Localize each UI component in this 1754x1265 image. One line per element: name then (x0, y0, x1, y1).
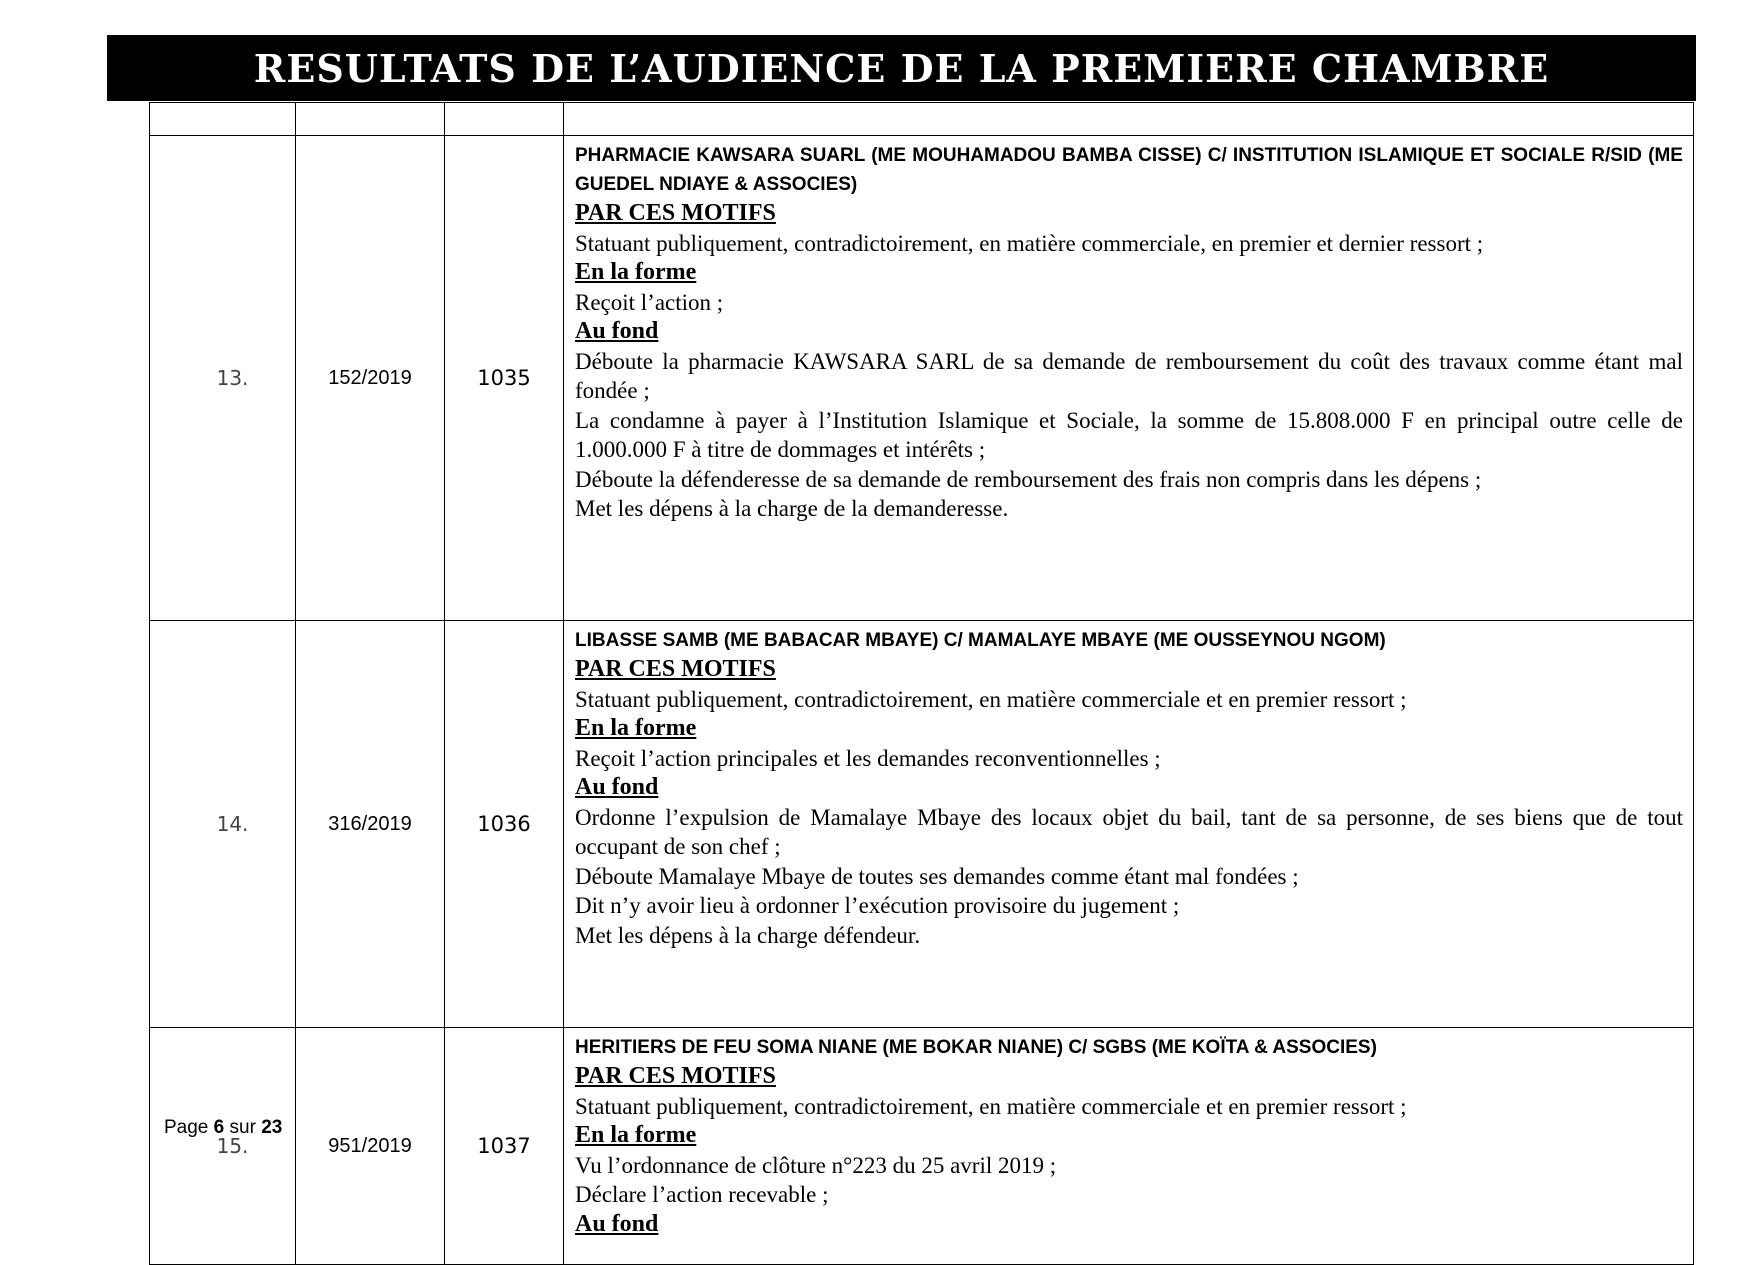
decision-line: Statuant publiquement, contradictoirement, en matière commerciale et en premier ressort ; (575, 1093, 1407, 1119)
case-parties: LIBASSE SAMB (ME BABACAR MBAYE) C/ MAMALAYE MBAYE (ME OUSSEYNOU NGOM) (575, 630, 1386, 651)
case-rg-number: 316/2019 (296, 621, 445, 1028)
page-sep: sur (229, 1117, 256, 1138)
results-table (149, 102, 1694, 1265)
decision-line: Vu l’ordonnance de clôture n°223 du 25 avril 2019 ; (575, 1152, 1057, 1178)
page-title: RESULTATS DE L’AUDIENCE DE LA PREMIERE CHAMBRE (253, 45, 1550, 91)
table-header-row (150, 103, 1694, 136)
heading-par-ces-motifs: PAR CES MOTIFS (575, 1063, 776, 1089)
case-row (150, 1028, 1694, 1265)
decision-line: Déclare l’action recevable ; (575, 1182, 829, 1207)
case-row (150, 136, 1694, 621)
page-label: Page (164, 1117, 209, 1138)
decision-line: Déboute la défenderesse de sa demande de remboursement des frais non compris dans les dépens ; (575, 466, 1482, 492)
case-body (564, 1028, 1694, 1265)
decision-line: Ordonne l’expulsion de Mamalaye Mbaye des locaux objet du bail, tant de sa personne, de ses biens que de tout occupant de son chef ; (575, 804, 1683, 859)
case-body (564, 136, 1694, 621)
decision-line: La condamne à payer à l’Institution Islamique et Sociale, la somme de 15.808.000 F en principal outre celle de 1.000.000 F à titre de dommages et intérêts ; (575, 407, 1683, 462)
case-decision-number: 1036 (445, 621, 564, 1028)
case-decision-number: 1037 (445, 1028, 564, 1265)
heading-au-fond: Au fond (575, 774, 659, 800)
case-number: 14. (150, 621, 296, 1028)
empty-cell (564, 103, 1694, 136)
decision-line: Déboute Mamalaye Mbaye de toutes ses demandes comme étant mal fondées ; (575, 863, 1299, 889)
heading-au-fond: Au fond (575, 1210, 659, 1237)
case-body (564, 621, 1694, 1028)
empty-cell (445, 103, 564, 136)
decision-line: Statuant publiquement, contradictoirement, en matière commerciale, en premier et dernier ressort ; (575, 230, 1484, 256)
case-decision-number: 1035 (445, 136, 564, 621)
heading-au-fond: Au fond (575, 318, 659, 344)
decision-line: Statuant publiquement, contradictoirement, en matière commerciale et en premier ressort ; (575, 686, 1407, 712)
decision-line: Déboute la pharmacie KAWSARA SARL de sa demande de remboursement du coût des travaux comme étant mal fondée ; (575, 348, 1683, 403)
empty-cell (296, 103, 445, 136)
heading-par-ces-motifs: PAR CES MOTIFS (575, 200, 776, 226)
case-number: 13. (150, 136, 296, 621)
decision-line: Met les dépens à la charge défendeur. (575, 922, 921, 948)
page-total: 23 (261, 1117, 283, 1138)
case-rg-number: 951/2019 (296, 1028, 445, 1265)
title-banner (107, 35, 1696, 101)
decision-line: Reçoit l’action ; (575, 289, 724, 315)
decision-line: Met les dépens à la charge de la demanderesse. (575, 496, 1009, 521)
case-parties: PHARMACIE KAWSARA SUARL (ME MOUHAMADOU BAMBA CISSE) C/ INSTITUTION ISLAMIQUE ET SOCIALE R/SID (ME GUEDEL NDIAYE & ASSOCIES) (575, 145, 1683, 195)
decision-line: Dit n’y avoir lieu à ordonner l’exécution provisoire du jugement ; (575, 893, 1180, 918)
page-current: 6 (213, 1117, 225, 1138)
case-parties: HERITIERS DE FEU SOMA NIANE (ME BOKAR NIANE) C/ SGBS (ME KOÏTA & ASSOCIES) (575, 1037, 1377, 1058)
decision-line: Reçoit l’action principales et les demandes reconventionnelles ; (575, 745, 1161, 771)
heading-en-la-forme: En la forme (575, 259, 697, 285)
case-row (150, 621, 1694, 1028)
page-footer (164, 1117, 282, 1139)
heading-en-la-forme: En la forme (575, 1122, 697, 1148)
case-number: 15. (150, 1028, 296, 1265)
empty-cell (150, 103, 296, 136)
heading-par-ces-motifs: PAR CES MOTIFS (575, 656, 776, 682)
heading-en-la-forme: En la forme (575, 715, 697, 741)
case-rg-number: 152/2019 (296, 136, 445, 621)
